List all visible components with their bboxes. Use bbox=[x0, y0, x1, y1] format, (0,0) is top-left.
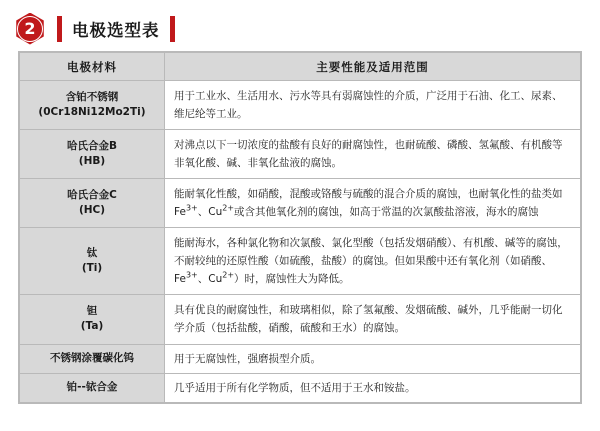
cell-material bbox=[20, 295, 165, 344]
document-header bbox=[0, 0, 600, 44]
material-name-line2: (HC) bbox=[78, 204, 106, 217]
material-name-line1: 钛 bbox=[86, 247, 98, 260]
material-name-line1: 不锈钢涂覆碳化钨 bbox=[50, 351, 134, 364]
material-name-line2: (Ta) bbox=[80, 320, 104, 333]
cell-description bbox=[165, 179, 581, 228]
table-row bbox=[20, 179, 581, 228]
cell-description: 用于工业水、生活用水、污水等具有弱腐蚀性的介质，广泛用于石油、化工、尿素、维尼纶等工业。 bbox=[165, 81, 581, 130]
badge-number: 2 bbox=[24, 18, 36, 38]
desc-superscript-1: 3+ bbox=[185, 203, 198, 213]
table-row bbox=[20, 228, 581, 295]
table-head bbox=[20, 53, 581, 81]
cell-material bbox=[20, 81, 165, 130]
title-wrapper bbox=[57, 16, 175, 42]
cell-description: 用于无腐蚀性，强磨损型介质。 bbox=[165, 344, 581, 373]
material-name-line1: 铂--铱合金 bbox=[66, 380, 118, 393]
table-header-row bbox=[20, 53, 581, 81]
material-name-line1: 哈氏合金B bbox=[66, 139, 117, 152]
page-title: 电极选型表 bbox=[72, 20, 160, 40]
material-name-line2: (Ti) bbox=[81, 262, 103, 275]
table-row bbox=[20, 344, 581, 373]
electrode-selection-table-wrap bbox=[18, 51, 582, 404]
cell-description: 几乎适用于所有化学物质，但不适用于王水和铵盐。 bbox=[165, 373, 581, 402]
table-body bbox=[20, 81, 581, 403]
cell-material bbox=[20, 179, 165, 228]
material-name-line2: (HB) bbox=[78, 155, 106, 168]
cell-material bbox=[20, 228, 165, 295]
column-header-performance: 主要性能及适用范围 bbox=[165, 53, 581, 81]
desc-superscript-2: 2+ bbox=[222, 203, 235, 213]
column-header-material: 电极材料 bbox=[20, 53, 165, 81]
table-row bbox=[20, 373, 581, 402]
cell-description: 具有优良的耐腐蚀性，和玻璃相似，除了氢氟酸、发烟硫酸、碱外，几乎能耐一切化学介质（包括盐酸，硝酸，硫酸和王水）的腐蚀。 bbox=[165, 295, 581, 344]
cell-description: 对沸点以下一切浓度的盐酸有良好的耐腐蚀性，也耐硫酸、磷酸、氢氟酸、有机酸等非氧化酸、碱、非氧化盐液的腐蚀。 bbox=[165, 130, 581, 179]
material-name-line1: 钽 bbox=[86, 305, 98, 318]
material-name-line1: 哈氏合金C bbox=[67, 189, 117, 202]
desc-segment-1: 能耐氧化性酸，如硝酸，混酸或铬酸与硫酸的混合介质的腐蚀，也耐氧化性的盐类如Fe bbox=[174, 188, 563, 219]
desc-superscript-1: 3+ bbox=[185, 270, 198, 280]
desc-segment-2: 、Cu bbox=[197, 273, 223, 286]
desc-superscript-2: 2+ bbox=[222, 270, 235, 280]
table-row bbox=[20, 130, 581, 179]
table-row bbox=[20, 81, 581, 130]
desc-segment-3: 或含其他氧化剂的腐蚀，如高于常温的次氯酸盐溶液，海水的腐蚀 bbox=[234, 206, 539, 219]
cell-material bbox=[20, 344, 165, 373]
material-name-line2: (0Cr18Ni12Mo2Ti) bbox=[38, 106, 146, 119]
desc-segment-3: ）时，腐蚀性大为降低。 bbox=[234, 273, 350, 286]
cell-material bbox=[20, 373, 165, 402]
cell-material bbox=[20, 130, 165, 179]
cell-description bbox=[165, 228, 581, 295]
title-accent-bar-right bbox=[170, 16, 175, 42]
material-name-line1: 含铂不锈钢 bbox=[65, 90, 119, 103]
table-row bbox=[20, 295, 581, 344]
electrode-selection-table bbox=[19, 52, 581, 403]
section-number-badge bbox=[14, 13, 46, 45]
desc-segment-2: 、Cu bbox=[197, 206, 223, 219]
desc-segment-1: 能耐海水，各种氯化物和次氯酸、氯化型酸（包括发烟硝酸）、有机酸、碱等的腐蚀，不耐较纯的还原性酸（如硫酸，盐酸）的腐蚀。但如果酸中还有氧化剂（如硝酸、Fe bbox=[174, 237, 568, 286]
